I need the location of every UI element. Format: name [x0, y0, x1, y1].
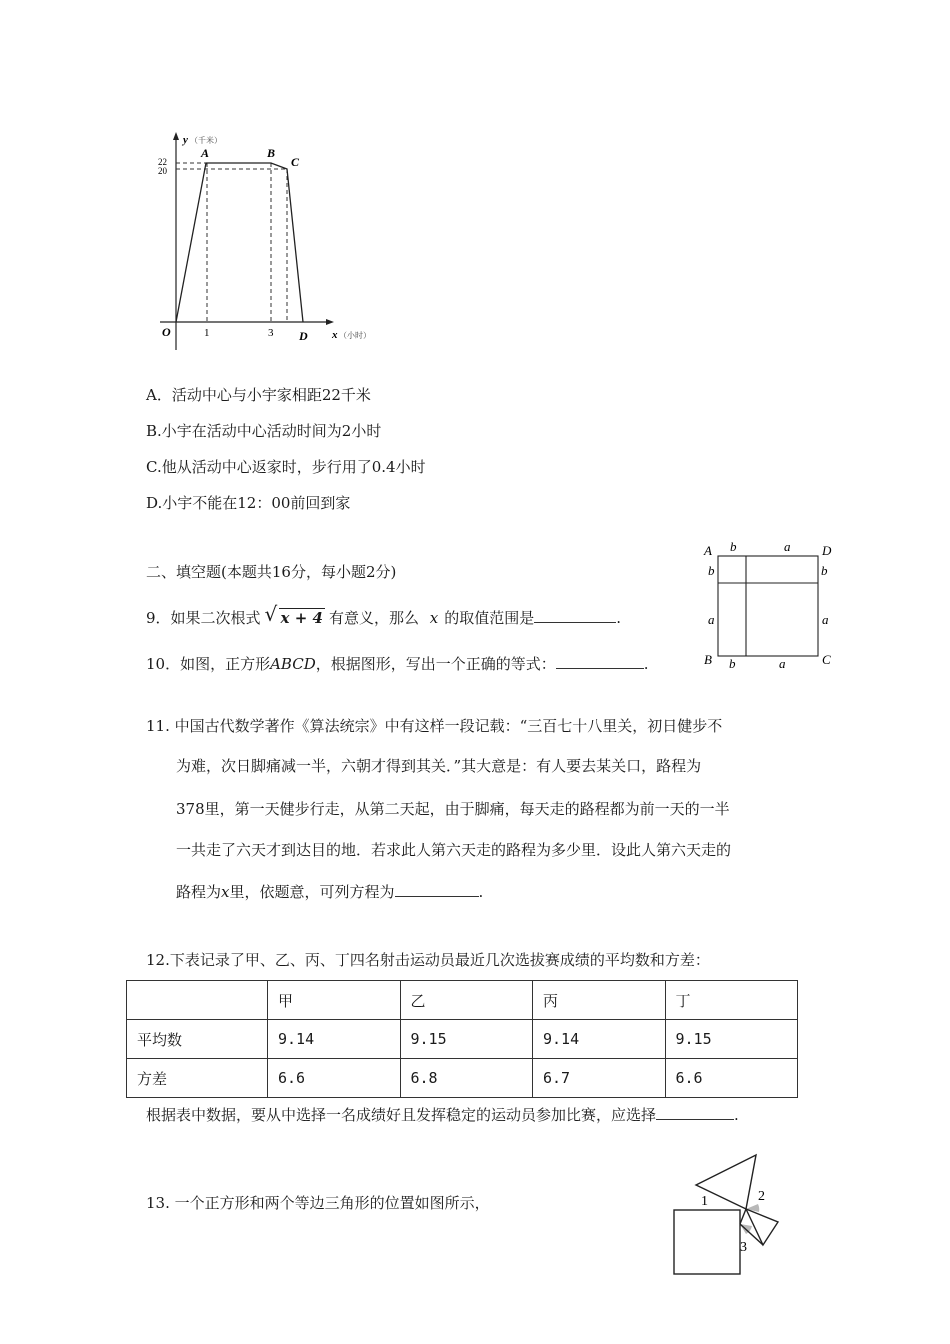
table-cell: 6.6	[665, 1059, 798, 1098]
q9-end: .	[616, 609, 622, 627]
distance-time-graph	[150, 128, 390, 358]
table-header-cell: 丙	[533, 981, 666, 1020]
q13-text: 13. 一个正方形和两个等边三角形的位置如图所示，	[146, 1194, 490, 1212]
table-cell: 9.14	[533, 1020, 666, 1059]
square	[674, 1210, 740, 1274]
x-axis-unit: （小时）	[339, 331, 371, 340]
q10-end: .	[643, 655, 649, 673]
journey-line	[176, 163, 303, 322]
right-b: b	[821, 563, 828, 578]
y-axis-unit: （千米）	[190, 136, 222, 145]
sqrt-expression	[264, 602, 325, 628]
guide-lines	[176, 163, 287, 322]
point-b-label: B	[267, 146, 276, 160]
table-header-row	[127, 981, 798, 1020]
bottom-b: b	[729, 656, 736, 671]
option-a: A．活动中心与小宇家相距22千米	[146, 386, 371, 404]
outer-square	[718, 556, 818, 656]
y-tick-20: 20	[158, 166, 167, 176]
q9-middle: 有意义，那么	[328, 609, 419, 627]
y-axis-label: y	[183, 134, 188, 146]
point-a-label: A	[201, 146, 210, 160]
q12-intro: 12.下表记录了甲、乙、丙、丁四名射击运动员最近几次选拔赛成绩的平均数和方差：	[146, 951, 710, 969]
y-axis-arrow	[173, 132, 179, 140]
q12-answer-blank[interactable]	[656, 1103, 734, 1120]
q11-line-5-prefix: 路程为	[176, 883, 222, 901]
y-tick-22: 22	[158, 157, 167, 167]
corner-a: A	[704, 543, 712, 558]
table-header-cell: 丁	[665, 981, 798, 1020]
origin-label: O	[162, 325, 171, 339]
q10-answer-blank[interactable]	[556, 652, 644, 669]
q12-end: .	[734, 1106, 739, 1124]
corner-d: D	[822, 543, 832, 558]
table-cell: 9.14	[268, 1020, 401, 1059]
angle-label-1: 1	[701, 1194, 708, 1209]
q10-prefix: 10．如图，正方形	[146, 655, 271, 673]
q12-question-text: 根据表中数据，要从中选择一名成绩好且发挥稳定的运动员参加比赛，应选择	[146, 1106, 657, 1124]
q11-line-4: 一共走了六天才到达目的地．若求此人第六天走的路程为多少里．设此人第六天走的	[176, 841, 732, 859]
table-cell: 9.15	[400, 1020, 533, 1059]
q9-suffix: 的取值范围是	[444, 609, 535, 627]
x-axis-arrow	[326, 319, 334, 325]
q9-answer-blank[interactable]	[534, 606, 616, 623]
table-cell: 9.15	[665, 1020, 798, 1059]
q11-answer-blank[interactable]	[395, 880, 479, 897]
right-a: a	[822, 612, 829, 627]
q9-prefix: 9．如果二次根式	[146, 609, 261, 627]
q9-var: x	[429, 609, 439, 627]
q11-line-5	[176, 880, 483, 902]
q10-square-name: ABCD	[270, 655, 316, 673]
option-d: D.小宇不能在12：00前回到家	[146, 494, 351, 512]
question-9	[146, 602, 622, 628]
x-tick-1: 1	[204, 327, 210, 339]
square-triangles-figure	[662, 1148, 792, 1280]
q11-var: x	[221, 883, 230, 901]
corner-c: C	[822, 652, 831, 667]
top-a: a	[784, 539, 791, 554]
left-a: a	[708, 612, 715, 627]
q12-question	[146, 1103, 739, 1125]
point-c-label: C	[291, 155, 300, 169]
table-row	[127, 1059, 798, 1098]
table-header-cell: 乙	[400, 981, 533, 1020]
q10-suffix: ，根据图形，写出一个正确的等式：	[315, 655, 556, 673]
q11-end: .	[478, 883, 484, 901]
table-header-cell	[127, 981, 268, 1020]
q11-line-3: 378里，第一天健步行走，从第二天起，由于脚痛，每天走的路程都为前一天的一半	[176, 800, 730, 818]
q11-line-5-suffix: 里，依题意，可列方程为	[229, 883, 395, 901]
x-tick-3: 3	[268, 327, 274, 339]
angle-2-wedge	[746, 1204, 759, 1212]
table-cell: 6.8	[400, 1059, 533, 1098]
angle-label-2: 2	[758, 1189, 765, 1204]
option-c: C.他从活动中心返家时，步行用了0.4小时	[146, 458, 426, 476]
q11-line-1: 11. 中国古代数学著作《算法统宗》中有这样一段记载：“三百七十八里关，初日健步不	[146, 717, 723, 735]
point-d-label: D	[299, 329, 308, 343]
table-row	[127, 1020, 798, 1059]
left-b: b	[708, 563, 715, 578]
table-header-cell: 甲	[268, 981, 401, 1020]
q11-line-2: 为难，次日脚痛减一半，六朝才得到其关．”其大意是：有人要去某关口，路程为	[176, 757, 702, 775]
radicand: x + 4	[280, 609, 323, 627]
table-cell: 6.6	[268, 1059, 401, 1098]
row-label: 方差	[127, 1059, 268, 1098]
row-label: 平均数	[127, 1020, 268, 1059]
bottom-a: a	[779, 656, 786, 671]
radical-sign: √	[264, 602, 278, 626]
question-10	[146, 652, 649, 674]
score-table	[126, 980, 798, 1098]
connector-line-2	[740, 1209, 746, 1224]
top-b: b	[730, 539, 737, 554]
option-b: B.小宇在活动中心活动时间为2小时	[146, 422, 382, 440]
x-axis-label: x	[332, 329, 338, 341]
table-cell: 6.7	[533, 1059, 666, 1098]
angle-label-3: 3	[740, 1240, 747, 1255]
section-2-heading: 二、填空题(本题共16分，每小题2分)	[146, 563, 397, 581]
corner-b: B	[704, 652, 712, 667]
square-figure	[700, 538, 840, 672]
